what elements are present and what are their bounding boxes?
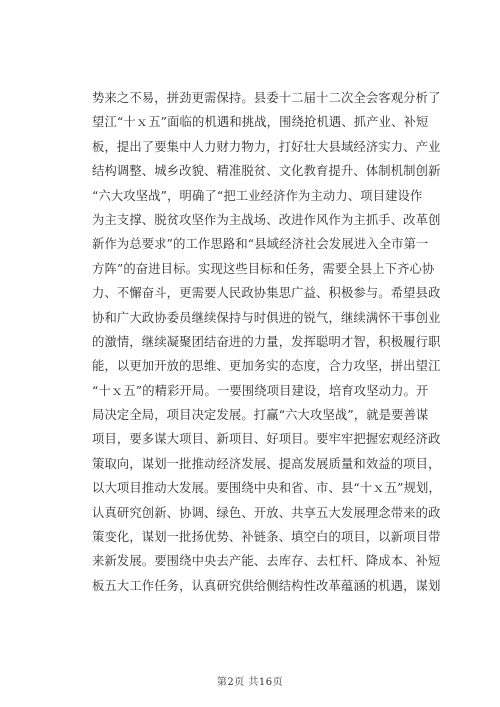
text-line: 板，提出了要集中人力财力物力，打好壮大县域经济实力、产业	[92, 139, 441, 154]
text-line: 望江“十ｘ五”面临的机遇和挑战，围绕抢机遇、抓产业、补短	[92, 115, 429, 130]
text-line: 结构调整、城乡改貌、精准脱贫、文化教育提升、体制机制创新	[92, 164, 441, 179]
text-line: 的激情，继续凝聚团结奋进的力量，发挥聪明才智，积极履行职	[92, 334, 441, 349]
text-line: 方阵”的奋进目标。实现这些目标和任务，需要全县上下齐心协	[92, 261, 435, 276]
page-number-footer: 第2页 共16页	[216, 677, 284, 688]
text-line: “六大攻坚战”，明确了“把工业经济作为主动力、项目建设作	[92, 188, 423, 203]
text-line: 来新发展。要围绕中央去产能、去库存、去杠杆、降成本、补短	[92, 554, 441, 569]
text-line: 为主支撑、脱贫攻坚作为主战场、改进作风作为主抓手、改革创	[92, 212, 441, 227]
text-line: 策变化，谋划一批扬优势、补链条、填空白的项目，以新项目带	[92, 530, 441, 545]
text-line: 局决定全局，项目决定发展。打赢“六大攻坚战”，就是要善谋	[92, 408, 429, 423]
text-line: 力、不懈奋斗，更需要人民政协集思广益、积极参与。希望县政	[92, 286, 441, 301]
text-line: 协和广大政协委员继续保持与时俱进的锐气，继续满怀干事创业	[92, 310, 441, 325]
text-line: 认真研究创新、协调、绿色、开放、共享五大发展理念带来的政	[92, 505, 441, 520]
text-line: 新作为总要求”的工作思路和“县域经济社会发展进入全市第一	[92, 237, 429, 252]
text-line: 项目，要多谋大项目、新项目、好项目。要牢牢把握宏观经济政	[92, 432, 441, 447]
text-line: 策取向，谋划一批推动经济发展、提高发展质量和效益的项目，	[92, 456, 441, 471]
text-line: 板五大工作任务，认真研究供给侧结构性改革蕴涵的机遇，谋划	[92, 578, 441, 593]
body-paragraph	[92, 86, 441, 598]
text-line: “十ｘ五”的精彩开局。一要围绕项目建设，培育攻坚动力。开	[92, 383, 429, 398]
text-line: 能，以更加开放的思维、更加务实的态度，合力攻坚，拼出望江	[92, 359, 441, 374]
text-line: 以大项目推动大发展。要围绕中央和省、市、县“十ｘ五”规划，	[92, 481, 441, 496]
text-line: 势来之不易，拼劲更需保持。县委十二届十二次全会客观分析了	[92, 91, 441, 105]
